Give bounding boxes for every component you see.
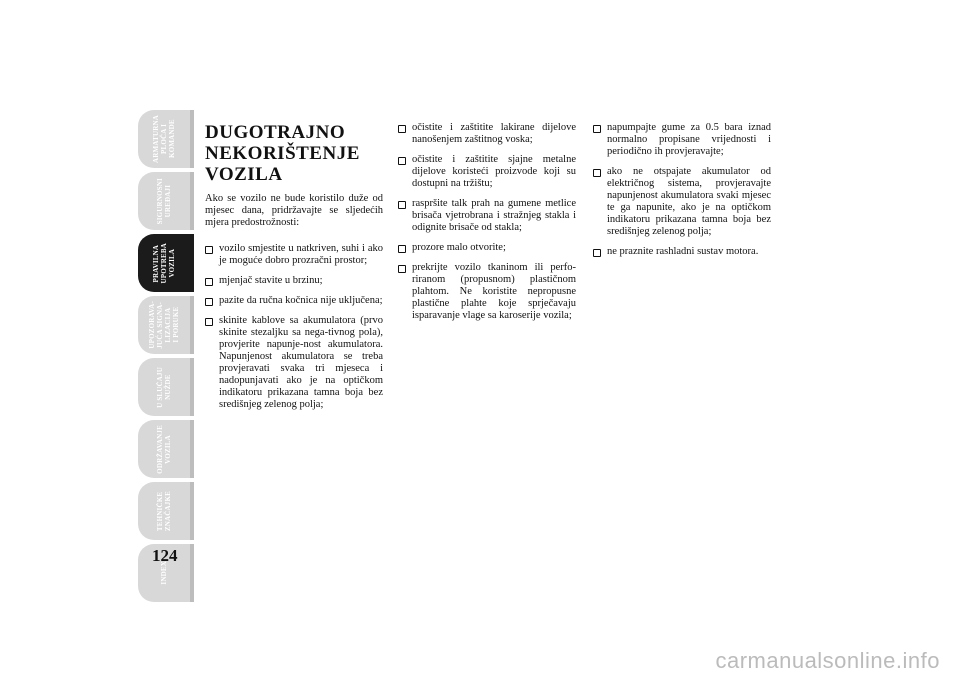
list-item-text: ne praznite rashladni sustav motora.	[607, 246, 759, 257]
tab-edge-bar	[190, 110, 194, 168]
list-item	[205, 275, 383, 287]
intro-paragraph: Ako se vozilo ne bude koristilo duže od mjesec dana, pridržavajte se sljedećih mjera predostrožnosti:	[205, 193, 383, 228]
list-item-text: skinite kablove sa akumulatora (prvo skinite stezaljku sa nega-tivnog pola), provjerite napunje-nost akumulatora. Napunjenost akumulatora se treba provjeravati svaka tri mjeseca i nadopunjavati ako je na optičkom indikatoru prikazana tamna boja bez središnjeg zelenog polja;	[219, 315, 383, 410]
list-item	[398, 154, 576, 190]
tab-upozoravajuca-signalizacija[interactable]	[138, 296, 190, 354]
tab-label: ODRŽAVANJE VOZILA	[156, 424, 172, 474]
list-item	[593, 166, 771, 238]
list-item-text: ako ne otspajate akumulator od električnog sistema, provjeravajte napunjenost akumulatora svaki mjesec te ga napunite, ako je na optičkom indikatoru prikazana tamna boja bez središnjeg zelenog polja;	[607, 166, 771, 237]
checkbox-bullet-icon	[205, 246, 213, 254]
tab-pravilna-upotreba[interactable]	[138, 234, 190, 292]
tab-edge-bar-active	[190, 234, 194, 292]
checkbox-bullet-icon	[593, 249, 601, 257]
checkbox-bullet-icon	[398, 157, 406, 165]
checkbox-bullet-icon	[205, 278, 213, 286]
list-item-text: raspršite talk prah na gumene metlice brisača vjetrobrana i stražnjeg stakla i odignite brisače od stakla;	[412, 198, 576, 233]
precaution-list	[205, 243, 383, 411]
tab-tehnicke-znacajke[interactable]	[138, 482, 190, 540]
tab-sigurnosni-uredaji[interactable]	[138, 172, 190, 230]
list-item-text: pazite da ručna kočnica nije uključena;	[219, 295, 383, 306]
list-item-text: prozore malo otvorite;	[412, 242, 506, 253]
tab-label: ARMATURNA PLOČA I KOMANDE	[152, 115, 176, 163]
tab-edge-bar	[190, 172, 194, 230]
tab-odrzavanje-vozila[interactable]	[138, 420, 190, 478]
tab-edge-bar	[190, 420, 194, 478]
list-item	[593, 246, 771, 258]
tab-u-slucaju-nuzde[interactable]	[138, 358, 190, 416]
tab-label: INDEX	[160, 561, 168, 585]
list-item-text: mjenjač stavite u brzinu;	[219, 275, 323, 286]
tab-armaturna-ploca[interactable]	[138, 110, 190, 168]
list-item	[398, 262, 576, 322]
checkbox-bullet-icon	[398, 125, 406, 133]
list-item-text: napumpajte gume za 0.5 bara iznad normalno propisane vrijednosti i periodično ih provjeravajte;	[607, 122, 771, 157]
text-column-1	[205, 122, 383, 419]
precaution-list	[398, 122, 576, 322]
tab-edge-bar	[190, 544, 194, 602]
list-item-text: prekrijte vozilo tkaninom ili perfo-riranom (propusnom) plastičnom plahtom. Ne koristite nepropusne plastične plahte koje sprječavaju isparavanje vlage sa karoserije vozila;	[412, 262, 576, 321]
tab-edge-bar	[190, 296, 194, 354]
list-item	[205, 243, 383, 267]
tab-label: SIGURNOSNI UREĐAJI	[156, 177, 172, 225]
text-column-2	[398, 122, 576, 330]
page-number: 124	[152, 546, 178, 565]
list-item	[398, 198, 576, 234]
tab-label: U SLUČAJU NUŽDE	[156, 366, 172, 408]
checkbox-bullet-icon	[398, 245, 406, 253]
list-item-text: očistite i zaštitite lakirane dijelove nanošenjem zaštitnog voska;	[412, 122, 576, 145]
list-item	[205, 295, 383, 307]
list-item	[205, 315, 383, 411]
checkbox-bullet-icon	[205, 318, 213, 326]
list-item-text: vozilo smjestite u natkriven, suhi i ako je moguće dobro prozračni prostor;	[219, 243, 383, 266]
watermark: carmanualsonline.info	[715, 648, 940, 673]
list-item-text: očistite i zaštitite sjajne metalne dijelove koristeći proizvode koji su dostupni na tržištu;	[412, 154, 576, 189]
tab-label: PRAVILNA UPOTREBA VOZILA	[152, 242, 176, 284]
checkbox-bullet-icon	[593, 169, 601, 177]
tab-label: UPOZORAVA- JUĆA SIGNA- LIZACIJA I PORUKE	[148, 301, 180, 349]
tab-edge-bar	[190, 482, 194, 540]
checkbox-bullet-icon	[593, 125, 601, 133]
tab-label: TEHNIČKE ZNAČAJKE	[156, 490, 172, 532]
text-column-3	[593, 122, 771, 266]
checkbox-bullet-icon	[398, 201, 406, 209]
list-item	[398, 122, 576, 146]
precaution-list	[593, 122, 771, 258]
list-item	[593, 122, 771, 158]
checkbox-bullet-icon	[205, 298, 213, 306]
checkbox-bullet-icon	[398, 265, 406, 273]
section-tabs	[138, 110, 190, 606]
tab-edge-bar	[190, 358, 194, 416]
page-title: DUGOTRAJNO NEKORIŠTENJE VOZILA	[205, 122, 360, 185]
list-item	[398, 242, 576, 254]
